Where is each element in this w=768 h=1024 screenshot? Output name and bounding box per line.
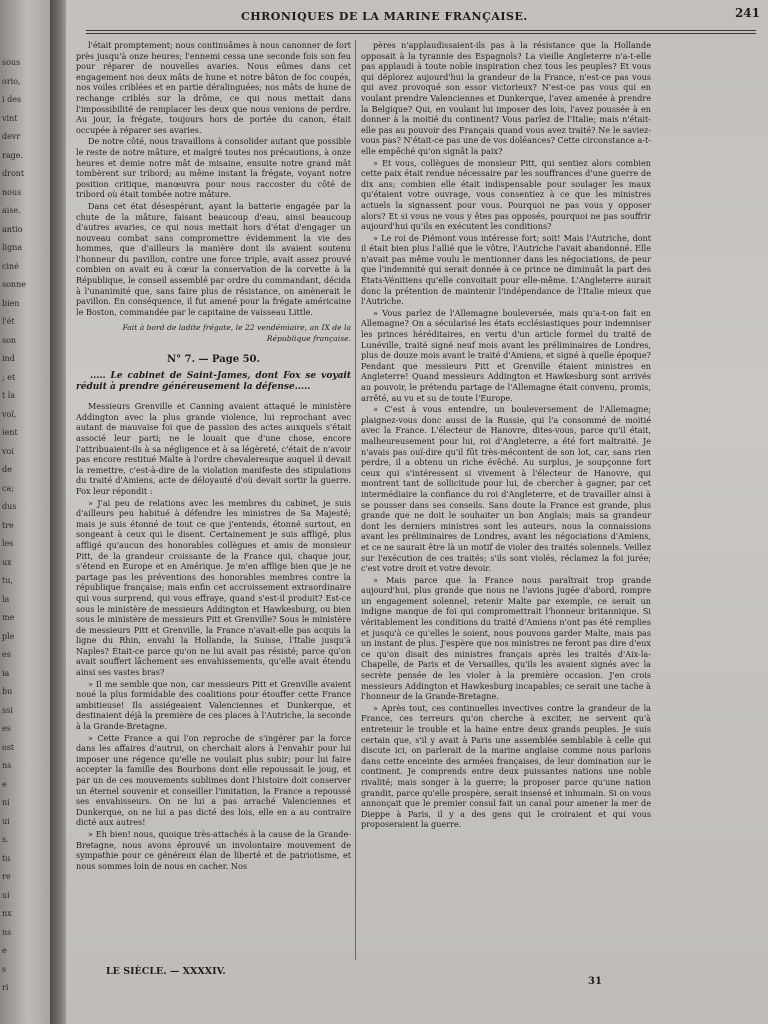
column-separator [355, 40, 356, 960]
paragraph: » Le roi de Piémont vous intéresse fort; soit! Mais l'Autriche, dont il était bien plus l'allié que le vôtre, l'Autriche l'avait abandonné. Elle n'avait pas même voulu le mentionner dans les négociations, de peur que l'indemnité qui serait donnée à ce prince ne diminuât la part des États-Vénitiens qu'elle convoitait pour elle-même. L'Angleterre aurait donc la prétention de maintenir l'indépendance de l'Italie mieux que l'Autriche. [361, 232, 651, 307]
running-title: CHRONIQUES DE LA MARINE FRANÇAISE. [241, 10, 528, 23]
margin-fragment: dus [2, 502, 17, 511]
margin-fragment: ns [2, 927, 12, 937]
margin-fragment: voi [2, 446, 14, 456]
margin-fragment: sous [2, 58, 21, 67]
margin-fragment: nous [2, 187, 22, 197]
header-rule-thin [86, 33, 756, 34]
margin-fragment: ui [2, 816, 10, 826]
margin-fragment: ia [2, 668, 10, 678]
margin-fragment: e [2, 946, 7, 955]
paragraph: pères n'applaudissaient-ils pas à la résistance que la Hollande opposait à la tyrannie des Espagnols? La vieille Angleterre n'a-t-elle pas applaudi à toute noble inspiration chez tous les peuples? Et vous qui déplorez aujourd'hui la grandeur de la France, n'est-ce pas vous qui avez provoqué son essor victorieux? N'est-ce pas vous qui en voulant prendre Valenciennes et Dunkerque, l'avez amenée à prendre la Belgique? Qui, en voulant lui imposer des lois, l'avez poussée à en donner à la moitié du continent? Vous parlez de l'Italie; mais n'était-elle pas au pouvoir des Français quand vous avez traité? Ne le saviez-vous pas? N'était-ce pas une de vos doléances? Cette circonstance a-t-elle empêché qu'on signât la paix? [361, 40, 651, 156]
margin-fragment: i des [2, 95, 22, 104]
margin-fragment: ient [2, 428, 18, 437]
signature-line: Fait à bord de ladite frégate, le 22 vendémiaire, an IX de la République française. [122, 323, 351, 344]
margin-fragment: orio, [2, 76, 21, 86]
margin-fragment: l'ét [2, 317, 15, 326]
book-page [66, 0, 768, 1024]
paragraph: » Il me semble que non, car messieurs Pitt et Grenville avaient noué la plus formidable des coalitions pour étouffer cette France ambitieuse! Ils assiégeaient Valenciennes et Dunkerque, et destinaient déjà la première de ces places à l'Autriche, la seconde à la Grande-Bretagne. [76, 678, 351, 732]
paragraph: » Et vous, collègues de monsieur Pitt, qui sentiez alors combien cette paix était rendue nécessaire par les souffrances d'une guerre de dix ans; combien elle était indispensable pour soulager les maux qu'étaient votre ouvrage, vous consentiez à ce que les ministres actuels la signassent pour vous. Pourquoi ne pas vous y opposer alors? Et si vous ne vous y êtes pas opposés, pourquoi ne pas souffrir aujourd'hui qu'ils en exécutent les conditions? [361, 157, 651, 232]
margin-fragment: nx [2, 909, 12, 918]
margin-fragment: ligna [2, 243, 23, 252]
paragraph: Messieurs Grenville et Canning avaient attaqué le ministère Addington avec la plus grande violence, lui reprochant avec autant de mauvaise foi que de passion des actes auxquels s'était associé leur parti; ne le louait que d'une chose, encore l'attribuaient-ils à sa négligence et à sa légèreté, c'était de n'avoir pas encore restitué Malte à l'ordre chevaleresque auquel il devait la remettre, c'est-à-dire de la violation manifeste des stipulations du traité d'Amiens, acte de déloyauté d'où devait sortir la guerre. Fox leur répondit : [76, 401, 351, 496]
paragraph: l'était promptement; nous continuâmes à nous canonner de fort près jusqu'à onze heures; l'ennemi cessa une seconde fois son feu pour réparer de nouvelles avaries. Nous eûmes dans cet engagement nos deux mâts de hune et notre bâton de foc coupés, nos voiles criblées et en partie déralinguées; nos mâts de hune de rechange criblés sur la drôme, ce qui nous mettait dans l'impossibilité de remplacer les deux que nous venions de perdre. Au jour, la frégate, toujours hors de portée du canon, était occupée à réparer ses avaries. [76, 40, 351, 135]
header-rule [86, 30, 756, 31]
margin-fragment: ind [2, 354, 15, 363]
left-column-paragraphs-2 [76, 401, 351, 871]
margin-fragment: de [2, 465, 12, 474]
margin-fragment: ca; [2, 483, 14, 493]
margin-fragment: ui [2, 890, 10, 900]
margin-fragment: ni [2, 798, 10, 807]
margin-fragment: aise. [2, 206, 21, 215]
margin-fragment: tu [2, 853, 11, 863]
margin-fragment: ple [2, 631, 15, 641]
footer-label: LE SIÈCLE. — XXXXIV. [106, 966, 226, 977]
note-quote: ..... Le cabinet de Saint-James, dont Fox se voyait réduit à prendre généreusement la défense..... [76, 371, 351, 393]
margin-fragment: ns [2, 761, 12, 770]
margin-fragment: vint [2, 113, 18, 123]
margin-fragment: s [2, 964, 7, 974]
paragraph: » Mais parce que la France nous paraîtrait trop grande aujourd'hui, plus grande que nous ne l'avions jugée d'abord, rompre un engagement solennel, retenir Malte par exemple, ce serait un indigne manque de foi qui compromettrait l'honneur britannique. Si véritablement les conditions du traité d'Amiens n'ont pas été remplies et jusqu'à ce qu'elles le soient, nous pouvons garder Malte, mais pas un instant de plus. J'espère que nos ministres ne feront pas dire d'eux ce qu'on disait des ministres français après les traités d'Aix-la-Chapelle, de Paris et de Versailles, qu'ils les avaient signés avec la secrète pensée de les violer à la première occasion. J'en crois messieurs Addington et Hawkesburg incapables; ce serait une tache à l'honneur de la Grande-Bretagne. [361, 574, 651, 702]
page-number-bottom: 31 [588, 976, 602, 987]
margin-fragment: la [2, 594, 10, 604]
margin-fragment: dront [2, 169, 25, 178]
margin-fragment: bu [2, 687, 13, 696]
page-number-top: 241 [734, 6, 760, 20]
left-column [76, 40, 351, 960]
margin-fragment: es [2, 724, 11, 733]
note-heading: N° 7. — Page 50. [167, 353, 260, 365]
left-column-paragraphs [76, 40, 351, 317]
margin-fragment: antio [2, 224, 23, 234]
paragraph: De notre côté, nous travaillons à consolider autant que possible le reste de notre mâture, et malgré toutes nos précautions, à onze heures et demie notre mât de misaine, ensuite notre grand mât tombèrent sur tribord; au même instant la frégate, voyant notre position critique, manœuvra pour nous raccoster du côté de tribord où était tombée notre mâture. [76, 136, 351, 200]
margin-fragment: ssi [2, 705, 13, 715]
right-column-paragraphs [361, 40, 651, 830]
margin-fragment: voï, [2, 409, 17, 419]
paragraph: » Eh bien! nous, quoique très-attachés à la cause de la Grande-Bretagne, nous avons éprouvé un involontaire mouvement de sympathie pour ce généreux élan de liberté et de patriotisme, et nous sommes loin de nous en cacher. Nos [76, 828, 351, 871]
margin-fragment: tre [2, 520, 14, 530]
margin-fragment: les [2, 539, 14, 548]
margin-fragment: son [2, 335, 17, 345]
facing-page-edge [0, 0, 50, 1024]
margin-fragment: bien [2, 298, 20, 308]
margin-fragment: ost [2, 742, 15, 752]
margin-fragment: re [2, 872, 11, 881]
margin-fragment: t la [2, 391, 16, 400]
margin-fragment: ; et [2, 372, 16, 382]
paragraph: » Vous parlez de l'Allemagne bouleversée, mais qu'a-t-on fait en Allemagne? On a sécularisé les états ecclésiastiques pour indemniser les princes héréditaires, en vertu d'un article formel du traité de Lunéville, traité signé neuf mois avant les préliminaires de Londres, plus de douze mois avant le traité d'Amiens, et signé à quelle époque? Pendant que messieurs Pitt et Grenville étaient ministres en Angleterre! Quand messieurs Addington et Hawkesburg sont arrivés au pouvoir, le prétendu partage de l'Allemagne était convenu, promis, arrêté, au vu et su de toute l'Europe. [361, 307, 651, 403]
margin-fragment: s. [2, 835, 9, 844]
margin-fragment: ciné [2, 261, 19, 271]
margin-fragment: e [2, 779, 7, 789]
margin-fragment: devr [2, 132, 21, 141]
margin-fragment: sonne [2, 280, 26, 289]
margin-fragment: ux [2, 557, 12, 567]
page-header [66, 4, 768, 30]
margin-fragment: me [2, 613, 15, 622]
paragraph: » Après tout, ces continuelles invectives contre la grandeur de la France, ces terreurs qu'on cherche à exciter, ne servent qu'à entretenir le trouble et la haine entre deux grands peuples. Je suis certain que, s'il y avait à Paris une assemblée semblable à celle qui discute ici, on parlerait de la marine anglaise comme nous parlons dans cette enceinte des armées françaises, de leur domination sur le continent. Je comprends entre deux puissantes nations une noble rivalité; mais songer à la guerre; la proposer parce qu'une nation grandit, parce qu'elle prospère, serait insensé et inhumain. Si on vous annonçait que le premier consul fait un canal pour amener la mer de Dieppe à Paris, il y a des gens qui le croiraient et qui vous proposeraient la guerre. [361, 702, 651, 830]
paragraph: » Cette France a qui l'on reproche de s'ingérer par la force dans les affaires d'autrui, on cherchait alors à l'envahir pour lui imposer une régence qu'elle ne voulait plus subir; pour lui faire accepter la famille des Bourbons dont elle repoussait le joug, et par un de ces mouvements sublimes dont l'histoire doit conserver un éternel souvenir et conseiller l'imitation, la France a repoussé ses envahisseurs. On ne lui a pas arraché Valenciennes et Dunkerque, on ne lui a pas dicté des lois, elle en a au contraire dicté aux autres! [76, 732, 351, 828]
margin-fragment: es [2, 650, 11, 659]
right-column [361, 40, 651, 960]
margin-fragment: ri [2, 983, 9, 992]
paragraph: Dans cet état désespérant, ayant la batterie engagée par la chute de la mâture, faisant beaucoup d'eau, ainsi beaucoup d'autres avaries, ce qui nous mettait hors d'état d'engager un nouveau combat sans compromettre évidemment la vie des hommes, que d'ailleurs la manière dont ils avaient soutenu l'honneur du pavillon, contre une force triple, avait assez prouvé combien on avait eu à cœur la conservation de la corvette à la République, le conseil assemblé par ordre du commandant, décida à l'unanimité que, sans faire plus de résistance, on amènerait le pavillon. En conséquence, il fut amené pour la frégate américaine le Boston, commandée par le capitaine de vaisseau Little. [76, 200, 351, 317]
paragraph: » J'ai peu de relations avec les membres du cabinet, je suis d'ailleurs peu habitué à défendre les ministres de Sa Majesté; mais je suis étonné de tout ce que j'entends, étonné surtout, en songeant à ceux qui le disent. Certainement je suis affligé, plus affligé qu'aucun des honorables collègues et amis de monsieur Pitt, de la grandeur croissante de la France qui, chaque jour, s'étend en Europe et en Amérique. Je m'en afflige bien que je ne partage pas les préventions des honorables membres contre la république française; mais enfin cet accroissement extraordinaire qui vous surprend, qui vous effraye, quand s'est-il produit? Est-ce sous le ministère de messieurs Addington et Hawkesburg, ou bien sous le ministère de messieurs Pitt et Grenville? Sous le ministère de messieurs Pitt et Grenville, la France n'avait-elle pas acquis la ligne du Rhin, envahi la Hollande, la Suisse, l'Italie jusqu'à Naples? Était-ce parce qu'on ne lui avait pas résisté; parce qu'on avait souffert lâchement ses envahissements, qu'elle avait étendu ainsi ses vastes bras? [76, 497, 351, 678]
margin-fragment: tu, [2, 576, 13, 585]
margin-fragment: rage. [2, 150, 23, 160]
paragraph: » C'est à vous entendre, un bouleversement de l'Allemagne; plaignez-vous donc aussi de la Russie, qui l'a consommé de moitié avec la France. L'électeur de Hanovre, dites-vous, parce qu'il était, malheureusement pour lui, roi d'Angleterre, a été fort maltraité. Je n'avais pas ouï-dire qu'il fût très-mécontent de son lot, car, sans rien perdre, il a obtenu un riche évêché. Au surplus, je soupçonne fort ceux qui s'intéressent si vivement à l'électeur de Hanovre, qui montrent tant de sollicitude pour lui, de chercher à gagner, par cet intermédiaire la confiance du roi d'Angleterre, et de travailler ainsi à se pousser dans ses conseils. Sans doute la France est grande, plus grande que ne doit le souhaiter un bon Anglais; mais sa grandeur dont les derniers ministres sont les auteurs, nous la connaissions avant les préliminaires de Londres, avant les négociations d'Amiens, et ce ne saurait être là un motif de violer des traités solennels. Veillez sur l'exécution de ces traités; s'ils sont violés, réclamez la foi jurée; c'est votre droit et votre devoir. [361, 404, 651, 574]
